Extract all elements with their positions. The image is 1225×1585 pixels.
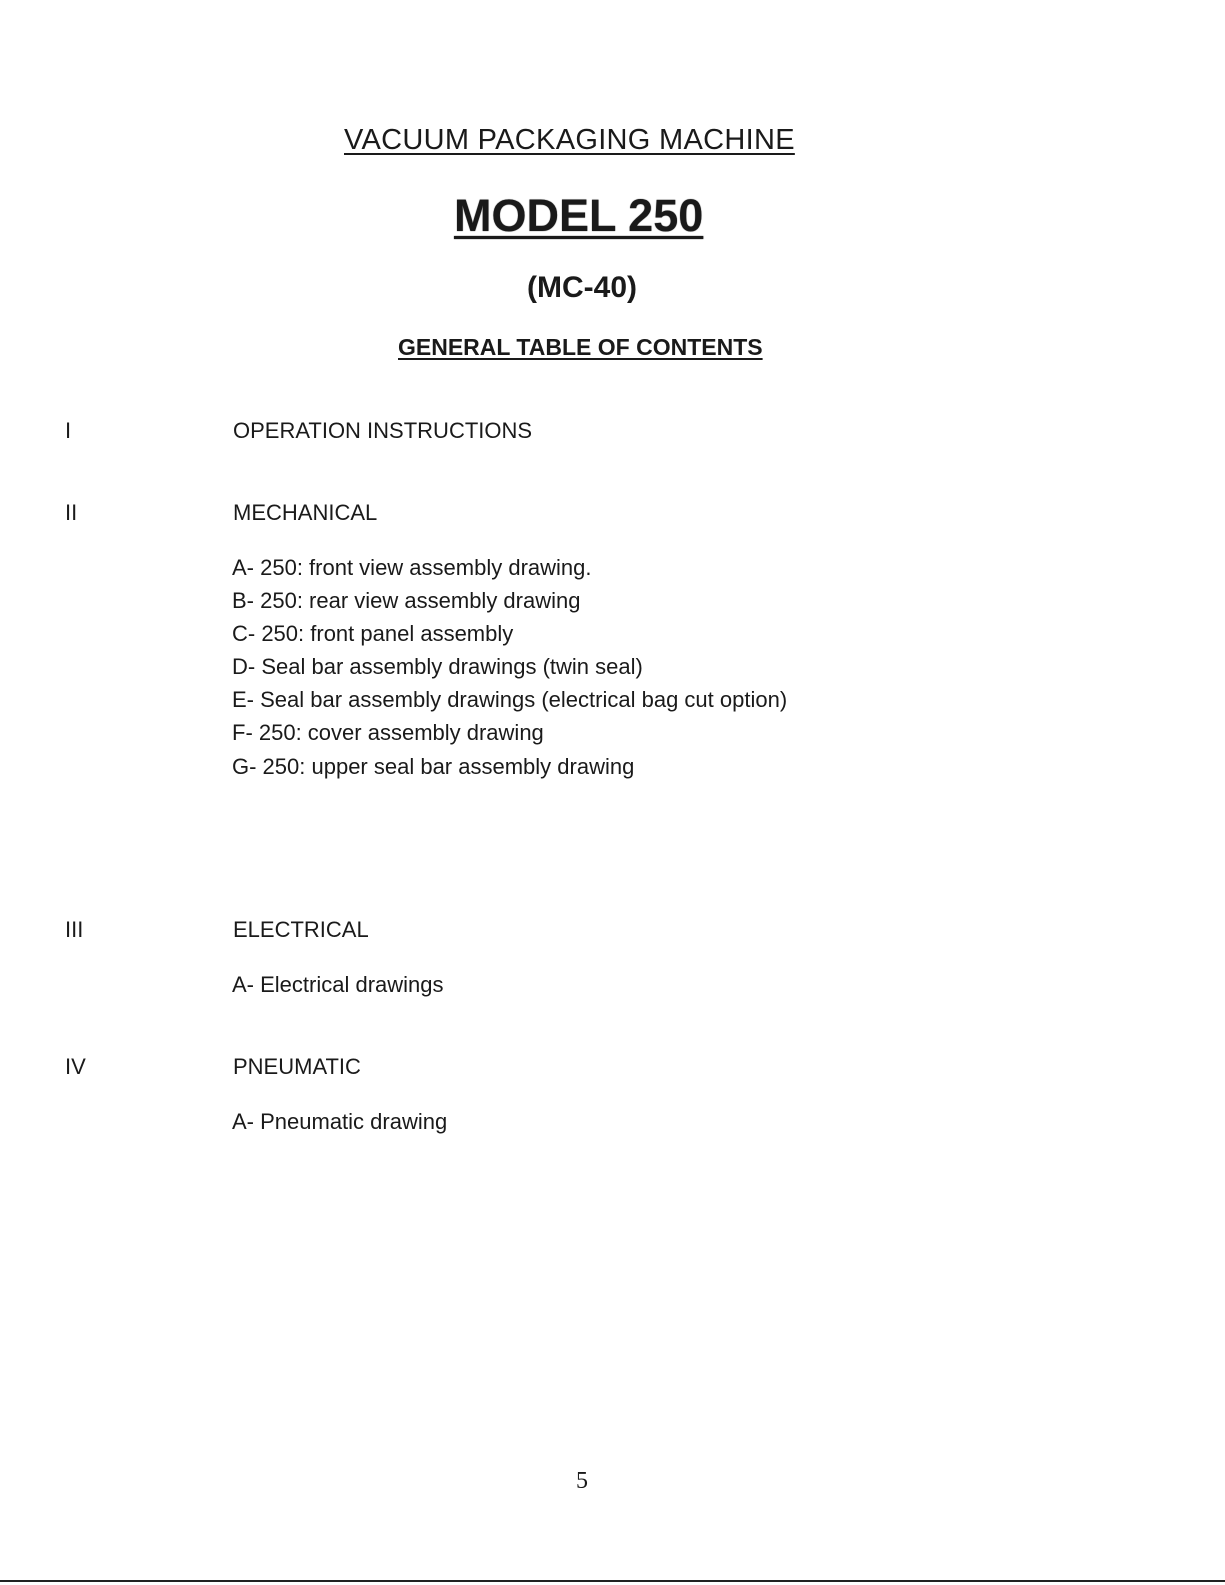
bottom-border-line [0, 1580, 1225, 1582]
document-title: VACUUM PACKAGING MACHINE [344, 124, 795, 156]
toc-item: A- Electrical drawings [232, 972, 444, 997]
toc-item: F- 250: cover assembly drawing [232, 720, 544, 745]
section-numeral-4: IV [65, 1054, 86, 1079]
toc-item: E- Seal bar assembly drawings (electrical bag cut option) [232, 687, 788, 712]
section-numeral-2: II [65, 500, 78, 525]
toc-item: A- 250: front view assembly drawing. [232, 555, 592, 580]
toc-item: A- Pneumatic drawing [232, 1109, 448, 1134]
section-title-mechanical: MECHANICAL [233, 500, 378, 525]
toc-item: C- 250: front panel assembly [232, 621, 514, 646]
section-title-pneumatic: PNEUMATIC [233, 1054, 361, 1079]
toc-item: G- 250: upper seal bar assembly drawing [232, 754, 635, 779]
section-title-operation: OPERATION INSTRUCTIONS [233, 418, 533, 443]
toc-heading: GENERAL TABLE OF CONTENTS [398, 334, 763, 360]
section-numeral-3: III [65, 917, 84, 942]
model-title: MODEL 250 [454, 190, 704, 241]
section-title-electrical: ELECTRICAL [233, 917, 369, 942]
page-number: 5 [576, 1468, 588, 1494]
toc-item: D- Seal bar assembly drawings (twin seal) [232, 654, 643, 679]
model-code: (MC-40) [527, 271, 637, 304]
toc-item: B- 250: rear view assembly drawing [232, 588, 581, 613]
section-numeral-1: I [65, 418, 72, 443]
